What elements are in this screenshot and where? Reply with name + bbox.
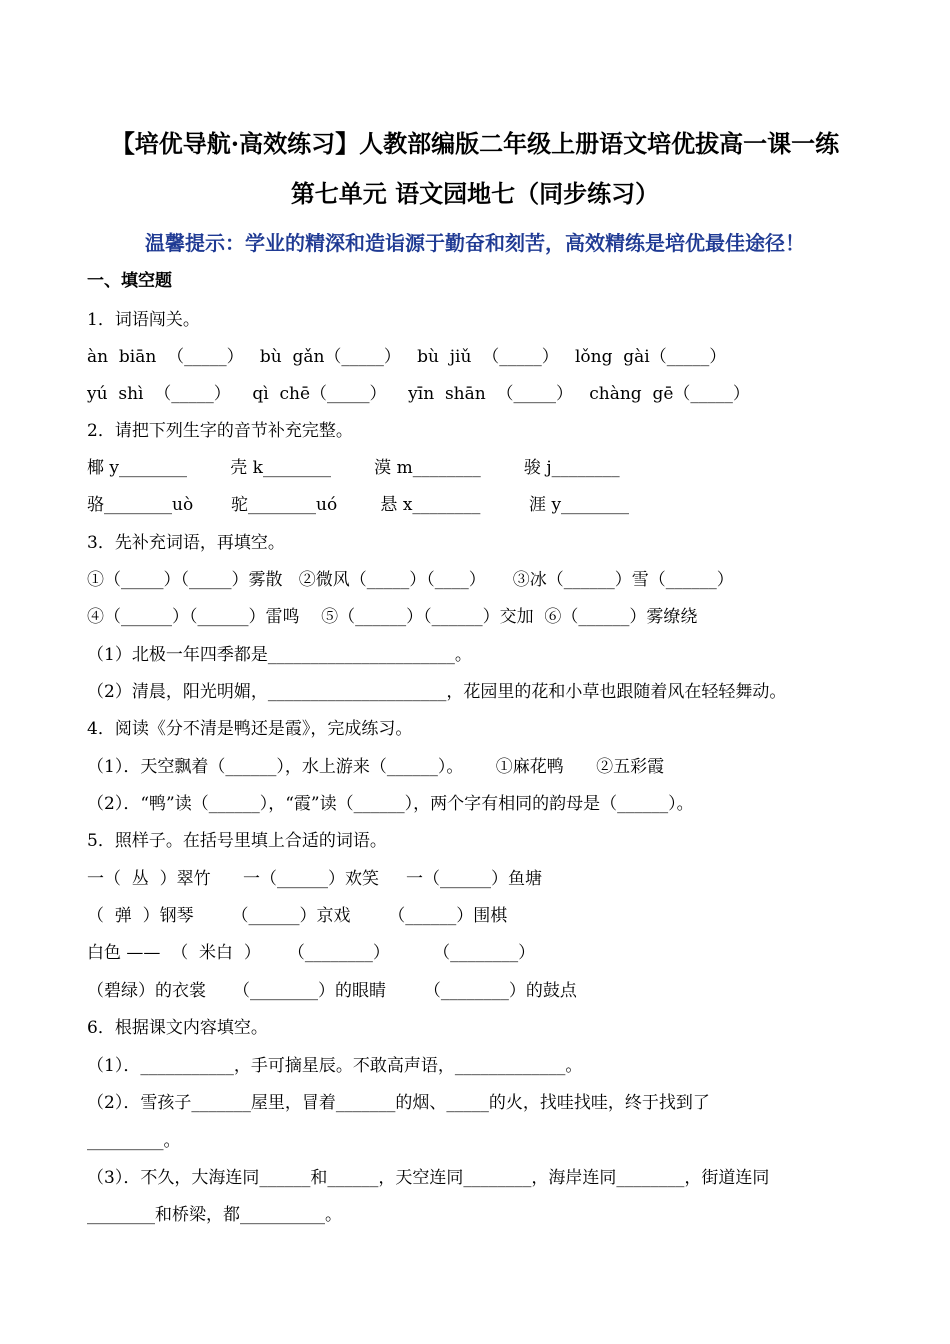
example-row-3: 白色 —— （ 米白 ） （________） （________）: [87, 943, 536, 963]
section-heading: 一、填空题: [87, 271, 172, 291]
syllable-row-1: 椰 y________ 壳 k________ 漠 m________ 骏 j________: [87, 458, 620, 478]
example-row-1: 一（ 丛 ）翠竹 一（______）欢笑 一（______）鱼塘: [87, 869, 543, 889]
question-3-heading: 3．先补充词语，再填空。: [87, 533, 285, 553]
text-fill-2-continued: _________。: [87, 1131, 181, 1151]
reading-item-1: （1）．天空飘着（______），水上游来（______）。 ①麻花鸭 ②五彩霞: [87, 757, 665, 777]
question-1-heading: 1．词语闯关。: [87, 310, 200, 330]
syllable-row-2: 骆________uò 驼________uó 悬 x________ 涯 y________: [87, 495, 630, 515]
question-6-heading: 6．根据课文内容填空。: [87, 1018, 268, 1038]
reading-item-2: （2）．“鸭”读（______），“霞”读（______），两个字有相同的韵母是（______）。: [87, 794, 694, 814]
question-2-heading: 2．请把下列生字的音节补充完整。: [87, 421, 353, 441]
phrase-row-1: ①（_____）（_____）雾散 ②微风（_____）（____） ③冰（______）雪（______）: [87, 570, 734, 590]
phrase-row-2: ④（______）（______）雷鸣 ⑤（______）（______）交加 ⑥（______）雾缭绕: [87, 607, 698, 627]
fill-sentence-2: （2）清晨，阳光明媚，_____________________，花园里的花和小草也跟随着风在轻轻舞动。: [87, 682, 787, 702]
question-5-heading: 5．照样子。在括号里填上合适的词语。: [87, 831, 387, 851]
text-fill-1: （1）．___________，手可摘星辰。不敢高声语，_____________。: [87, 1056, 583, 1076]
pinyin-row-1: àn biān （_____） bù gǎn（_____） bù jiǔ （_____） lǒng gài（_____）: [87, 347, 727, 367]
question-4-heading: 4．阅读《分不清是鸭还是霞》，完成练习。: [87, 719, 413, 739]
document-title-line2: 第七单元 语文园地七（同步练习）: [290, 179, 660, 208]
tip-text: 温馨提示：学业的精深和造诣源于勤奋和刻苦，高效精练是培优最佳途径！: [145, 231, 805, 255]
document-title-line1: 【培优导航·高效练习】人教部编版二年级上册语文培优拔高一课一练: [110, 129, 840, 158]
example-row-4: （碧绿）的衣裳 （________）的眼睛 （________）的鼓点: [87, 981, 577, 1001]
text-fill-2: （2）．雪孩子_______屋里，冒着_______的烟、_____的火，找哇找哇，终于找到了: [87, 1093, 710, 1113]
pinyin-row-2: yú shì （_____） qì chē（_____） yīn shān （_____） chàng gē（_____）: [87, 384, 750, 404]
text-fill-3: （3）．不久，大海连同______和______，天空连同________，海岸连同________，街道连同: [87, 1168, 770, 1188]
text-fill-3-continued: ________和桥梁，都__________。: [87, 1205, 342, 1225]
example-row-2: （ 弹 ）钢琴 （______）京戏 （______）围棋: [87, 906, 508, 926]
fill-sentence-1: （1）北极一年四季都是______________________。: [87, 645, 472, 665]
